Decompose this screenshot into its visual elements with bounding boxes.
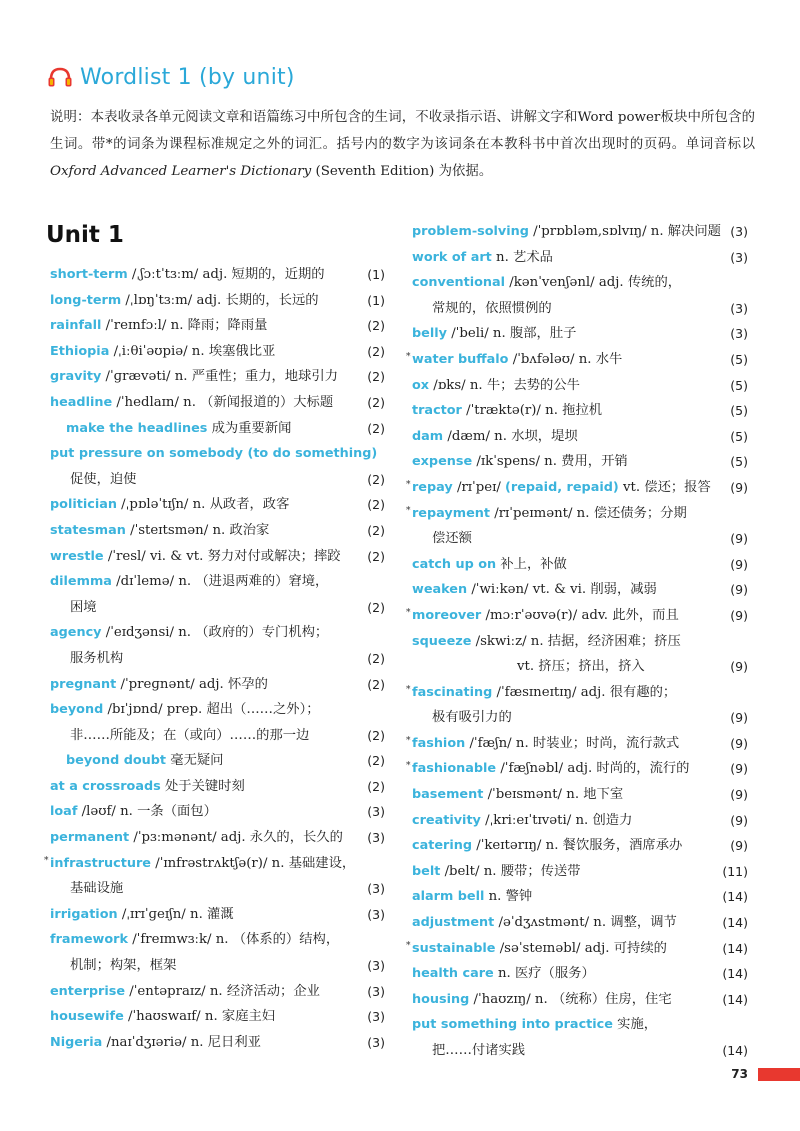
entry-definition: 促使，迫使 — [70, 471, 137, 487]
entry-definition: /səˈsteɪnəbl/ adj. 可持续的 — [495, 940, 667, 956]
entry-term: repayment — [412, 505, 490, 521]
entry-definition: /ˈresl/ vi. & vt. 努力对付或解决；摔跤 — [103, 548, 341, 564]
entry-term: sustainable — [412, 940, 496, 956]
entry-term: housewife — [50, 1009, 124, 1025]
wordlist-column-right — [406, 219, 748, 1064]
entry-definition: 非……所能及；在（或向）……的那一边 — [70, 727, 310, 743]
asterisk-marker: * — [406, 684, 411, 695]
entry-definition: /ˈhaʊzɪŋ/ n. （统称）住房，住宅 — [469, 991, 672, 1007]
entry-page-ref: (2) — [367, 676, 385, 692]
entry-term: belly — [412, 326, 447, 342]
entry-definition: /ˈfæʃnəbl/ adj. 时尚的，流行的 — [496, 761, 690, 777]
entry-page-ref: (5) — [730, 351, 748, 367]
entry-term: work of art — [412, 249, 492, 265]
entry-definition: vt. 挤压；挤出，挤入 — [517, 659, 645, 675]
entry-term: pregnant — [50, 676, 117, 692]
wordlist-entry — [406, 756, 748, 782]
wordlist-entry — [50, 902, 385, 928]
entry-definition: /ˌkriːeɪˈtɪvəti/ n. 创造力 — [480, 812, 633, 828]
wordlist-entry — [50, 953, 385, 979]
entry-page-ref: (2) — [367, 778, 385, 794]
entry-definition: /ˈpreɡnənt/ adj. 怀孕的 — [116, 676, 268, 692]
entry-term: fascinating — [412, 684, 493, 700]
entry-page-ref: (14) — [722, 1043, 748, 1058]
entry-page-ref: (9) — [730, 787, 748, 803]
wordlist-entry — [406, 603, 748, 629]
entry-page-ref: (2) — [367, 753, 385, 769]
wordlist-entry — [412, 398, 748, 424]
entry-term: beyond — [50, 702, 104, 718]
entry-definition: /kənˈvenʃənl/ adj. 传统的， — [505, 275, 682, 291]
wordlist-entry — [50, 364, 385, 390]
wordlist-entry — [50, 544, 385, 570]
entry-term: fashionable — [412, 761, 497, 777]
entry-term: moreover — [412, 607, 482, 623]
entry-definition: /ˌpɒləˈtɪʃn/ n. 从政者，政客 — [116, 497, 290, 513]
entry-definition: 困境 — [70, 599, 97, 615]
entry-definition: 成为重要新闻 — [207, 420, 292, 436]
entry-page-ref: (5) — [730, 454, 748, 470]
wordlist-entry — [412, 296, 748, 322]
entry-page-ref: (2) — [367, 318, 385, 334]
wordlist-entry — [406, 475, 748, 501]
entry-term: dilemma — [50, 574, 112, 590]
wordlist-entry — [50, 416, 385, 442]
entry-page-ref: (3) — [367, 958, 385, 974]
asterisk-marker: * — [44, 855, 49, 866]
entry-definition: /naɪˈdʒɪəriə/ n. 尼日利亚 — [102, 1034, 261, 1050]
wordlist-column-left — [44, 262, 385, 1055]
entry-definition: /ˈfreɪmwɜːk/ n. （体系的）结构， — [127, 932, 340, 948]
entry-page-ref: (9) — [730, 556, 748, 572]
wordlist-entry — [406, 680, 748, 706]
entry-page-ref: (14) — [722, 915, 748, 931]
entry-term: permanent — [50, 830, 130, 846]
wordlist-entry — [412, 910, 748, 936]
entry-definition: /ˈbeɪsmənt/ n. 地下室 — [483, 787, 624, 803]
wordlist-entry — [50, 1030, 385, 1056]
entry-page-ref: (3) — [730, 326, 748, 342]
page-header — [46, 60, 295, 94]
wordlist-entry — [412, 833, 748, 859]
asterisk-marker: * — [406, 761, 411, 772]
entry-page-ref: (9) — [730, 479, 748, 495]
entry-term: alarm bell — [412, 889, 485, 905]
wordlist-entry — [412, 245, 748, 271]
entry-page-ref: (9) — [730, 812, 748, 828]
entry-definition: /ˈɪnfrəstrʌktʃə(r)/ n. 基础建设， — [150, 855, 356, 871]
entry-page-ref: (9) — [730, 761, 748, 777]
wordlist-entry — [412, 552, 748, 578]
entry-page-ref: (14) — [722, 889, 748, 905]
entry-definition: /ˈfæʃn/ n. 时装业；时尚，流行款式 — [465, 735, 680, 751]
entry-page-ref: (2) — [367, 343, 385, 359]
page-tab-marker — [758, 1068, 800, 1081]
entry-page-ref: (9) — [730, 710, 748, 726]
wordlist-entry — [50, 799, 385, 825]
wordlist-entry — [412, 1038, 748, 1064]
wordlist-entry — [412, 782, 748, 808]
wordlist-entry — [50, 313, 385, 339]
wordlist-entry — [406, 731, 748, 757]
entry-page-ref: (2) — [367, 599, 385, 615]
entry-definition: /ˈfæsɪneɪtɪŋ/ adj. 很有趣的； — [492, 684, 677, 700]
entry-page-ref: (2) — [367, 650, 385, 666]
entry-term: catch up on — [412, 556, 497, 572]
entry-definition: /ˈhedlaɪn/ n. （新闻报道的）大标题 — [112, 394, 334, 410]
entry-definition: vt. 偿还；报答 — [618, 479, 711, 495]
wordlist-entry — [50, 467, 385, 493]
asterisk-marker: * — [406, 735, 411, 746]
entry-page-ref: (5) — [730, 403, 748, 419]
entry-definition: /ˌɪrɪˈɡeɪʃn/ n. 灌溉 — [117, 906, 234, 922]
wordlist-entry — [412, 629, 748, 655]
entry-definition: 服务机构 — [70, 650, 124, 666]
wordlist-entry — [50, 723, 385, 749]
entry-definition: /ˈkeɪtərɪŋ/ n. 餐饮服务，酒席承办 — [472, 838, 683, 854]
wordlist-entry — [50, 441, 385, 467]
entry-term: statesman — [50, 522, 126, 538]
entry-term: water buffalo — [412, 351, 509, 367]
entry-term: problem-solving — [412, 224, 529, 239]
wordlist-entry — [50, 390, 385, 416]
entry-inflection: (repaid, repaid) — [505, 479, 619, 495]
wordlist-entry — [412, 654, 748, 680]
wordlist-entry — [50, 518, 385, 544]
entry-term: basement — [412, 787, 484, 803]
entry-term: rainfall — [50, 318, 102, 334]
wordlist-entry — [50, 672, 385, 698]
entry-definition: /rɪˈpeɪmənt/ n. 偿还债务；分期 — [489, 505, 687, 521]
unit-heading: Unit 1 — [46, 222, 124, 248]
entry-definition: /ˈeɪdʒənsi/ n. （政府的）专门机构； — [101, 625, 329, 641]
entry-page-ref: (14) — [722, 991, 748, 1007]
entry-page-ref: (1) — [367, 267, 385, 282]
entry-definition: 处于关键时刻 — [160, 778, 245, 794]
wordlist-entry — [412, 1012, 748, 1038]
wordlist-entry — [50, 595, 385, 621]
entry-definition: /ˈbʌfələʊ/ n. 水牛 — [508, 351, 623, 367]
entry-term: framework — [50, 932, 128, 948]
entry-definition: /ˈsteɪtsmən/ n. 政治家 — [125, 522, 270, 538]
entry-definition: /bɪˈjɒnd/ prep. 超出（……之外）； — [103, 702, 320, 718]
entry-definition: /ˈpɜːmənənt/ adj. 永久的，长久的 — [129, 830, 343, 846]
entry-page-ref: (3) — [367, 1009, 385, 1025]
wordlist-entry — [412, 270, 748, 296]
entry-definition: /mɔːrˈəʊvə(r)/ adv. 此外，而且 — [481, 607, 679, 623]
entry-page-ref: (5) — [730, 377, 748, 393]
wordlist-entry — [412, 577, 748, 603]
entry-page-ref: (14) — [722, 940, 748, 956]
entry-definition: /ˈbeli/ n. 腹部，肚子 — [446, 326, 577, 342]
wordlist-entry — [412, 526, 748, 552]
entry-term: belt — [412, 863, 441, 879]
entry-page-ref: (1) — [367, 292, 385, 308]
entry-definition: /belt/ n. 腰带；传送带 — [440, 863, 581, 879]
entry-page-ref: (3) — [730, 249, 748, 265]
entry-definition: /ˌlɒŋˈtɜːm/ adj. 长期的，长远的 — [121, 292, 319, 308]
wordlist-entry — [50, 774, 385, 800]
entry-page-ref: (2) — [367, 727, 385, 743]
wordlist-entry — [50, 492, 385, 518]
entry-definition: n. 医疗（服务） — [493, 966, 595, 982]
entry-definition: /ˈprɒbləm,sɒlvɪŋ/ n. 解决问题 — [528, 224, 721, 239]
wordlist-entry — [412, 987, 748, 1013]
entry-term: health care — [412, 966, 494, 982]
entry-term: make the headlines — [66, 420, 208, 436]
wordlist-entry — [412, 884, 748, 910]
entry-definition: /skwiːz/ n. 拮据，经济困难；挤压 — [471, 633, 681, 649]
entry-term: long-term — [50, 292, 122, 308]
entry-page-ref: (3) — [367, 1034, 385, 1050]
entry-term: creativity — [412, 812, 481, 828]
dictionary-title: Oxford Advanced Learner's Dictionary — [50, 164, 312, 179]
page-title: Wordlist 1 (by unit) — [80, 64, 295, 90]
wordlist-entry — [412, 321, 748, 347]
wordlist-entry — [50, 288, 385, 314]
entry-page-ref: (3) — [367, 906, 385, 922]
entry-page-ref: (2) — [367, 497, 385, 513]
entry-definition: 把……付诸实践 — [432, 1043, 526, 1058]
entry-definition: /əˈdʒʌstmənt/ n. 调整，调节 — [494, 915, 677, 931]
entry-definition: /ˈreɪnfɔːl/ n. 降雨；降雨量 — [101, 318, 268, 334]
wordlist-entry — [412, 219, 748, 245]
entry-page-ref: (9) — [730, 582, 748, 598]
entry-term: ox — [412, 377, 430, 393]
entry-page-ref: (5) — [730, 428, 748, 444]
wordlist-entry — [50, 927, 385, 953]
entry-term: infrastructure — [50, 855, 151, 871]
entry-page-ref: (3) — [367, 804, 385, 820]
entry-term: loaf — [50, 804, 78, 820]
page-number: 73 — [731, 1067, 748, 1081]
entry-definition: /ˈentəpraɪz/ n. 经济活动；企业 — [125, 983, 320, 999]
entry-definition: 机制；构架，框架 — [70, 958, 177, 974]
entry-definition: 极有吸引力的 — [432, 710, 512, 726]
entry-page-ref: (14) — [722, 966, 748, 982]
entry-term: politician — [50, 497, 117, 513]
entry-definition: /ˈhaʊswaɪf/ n. 家庭主妇 — [123, 1009, 276, 1025]
entry-page-ref: (11) — [722, 863, 748, 879]
entry-page-ref: (9) — [730, 531, 748, 547]
wordlist-entry — [50, 979, 385, 1005]
entry-page-ref: (9) — [730, 838, 748, 854]
entry-page-ref: (2) — [367, 420, 385, 436]
entry-term: agency — [50, 625, 102, 641]
wordlist-entry — [406, 936, 748, 962]
entry-definition: 常规的，依照惯例的 — [432, 300, 552, 316]
entry-page-ref: (9) — [730, 659, 748, 675]
entry-definition: /ˌʃɔːtˈtɜːm/ adj. 短期的，近期的 — [127, 267, 325, 282]
entry-page-ref: (3) — [367, 881, 385, 897]
entry-term: headline — [50, 394, 113, 410]
entry-term: conventional — [412, 275, 506, 291]
entry-term: fashion — [412, 735, 466, 751]
entry-definition: /dɪˈlemə/ n. （进退两难的）窘境， — [111, 574, 329, 590]
asterisk-marker: * — [406, 351, 411, 362]
wordlist-entry — [44, 851, 385, 877]
entry-term: Ethiopia — [50, 343, 110, 359]
entry-term: catering — [412, 838, 472, 854]
entry-definition: /ləʊf/ n. 一条（面包） — [77, 804, 217, 820]
entry-definition: /dæm/ n. 水坝，堤坝 — [443, 428, 578, 444]
wordlist-entry — [412, 859, 748, 885]
entry-page-ref: (3) — [730, 300, 748, 316]
wordlist-entry — [50, 1004, 385, 1030]
wordlist-entry — [50, 620, 385, 646]
wordlist-entry — [412, 705, 748, 731]
wordlist-entry — [50, 825, 385, 851]
entry-term: dam — [412, 428, 444, 444]
entry-term: tractor — [412, 403, 462, 419]
asterisk-marker: * — [406, 940, 411, 951]
entry-definition: 基础设施 — [70, 881, 124, 897]
headphones-icon — [46, 65, 74, 89]
wordlist-entry — [412, 961, 748, 987]
wordlist-entry — [406, 501, 748, 527]
entry-term: repay — [412, 479, 453, 495]
entry-term: put something into practice — [412, 1017, 613, 1033]
entry-term: put pressure on somebody (to do something) — [50, 446, 378, 462]
entry-definition: /ˈtræktə(r)/ n. 拖拉机 — [461, 403, 603, 419]
entry-term: irrigation — [50, 906, 118, 922]
entry-page-ref: (9) — [730, 607, 748, 623]
entry-definition: 偿还额 — [432, 531, 472, 547]
entry-page-ref: (3) — [367, 983, 385, 999]
entry-definition: 毫无疑问 — [166, 753, 224, 769]
entry-term: gravity — [50, 369, 102, 385]
wordlist-entry — [412, 808, 748, 834]
entry-page-ref: (3) — [367, 830, 385, 846]
entry-page-ref: (9) — [730, 735, 748, 751]
wordlist-entry — [50, 339, 385, 365]
wordlist-entry — [50, 876, 385, 902]
entry-page-ref: (2) — [367, 522, 385, 538]
wordlist-entry — [50, 697, 385, 723]
entry-term: wrestle — [50, 548, 104, 564]
wordlist-entry — [50, 262, 385, 288]
entry-definition: n. 警钟 — [484, 889, 533, 905]
intro-note — [50, 104, 755, 185]
entry-definition: /ɒks/ n. 牛；去势的公牛 — [429, 377, 580, 393]
asterisk-marker: * — [406, 607, 411, 618]
wordlist-entry — [406, 347, 748, 373]
entry-term: short-term — [50, 267, 128, 282]
entry-term: adjustment — [412, 915, 495, 931]
note-text-1: 说明：本表收录各单元阅读文章和语篇练习中所包含的生词，不收录指示语、讲解文字和Word power板块中所包含的生词。带*的词条为课程标准规定之外的词汇。括号内的数字为该词条在本教科书中首次出现时的页码。单词音标以 — [50, 110, 755, 152]
note-text-2: (Seventh Edition) 为依据。 — [311, 164, 493, 179]
entry-definition: /ɪkˈspens/ n. 费用，开销 — [472, 454, 628, 470]
wordlist-entry — [50, 646, 385, 672]
wordlist-entry — [50, 748, 385, 774]
entry-definition: /ˈɡrævəti/ n. 严重性；重力，地球引力 — [101, 369, 338, 385]
entry-term: housing — [412, 991, 470, 1007]
entry-term: weaken — [412, 582, 468, 598]
wordlist-entry — [412, 449, 748, 475]
entry-term: squeeze — [412, 633, 472, 649]
entry-page-ref: (3) — [730, 224, 748, 239]
entry-term: expense — [412, 454, 473, 470]
entry-definition: 补上，补做 — [496, 556, 567, 572]
entry-page-ref: (2) — [367, 369, 385, 385]
entry-definition: /rɪˈpeɪ/ — [452, 479, 506, 495]
entry-term: at a crossroads — [50, 778, 161, 794]
entry-term: Nigeria — [50, 1034, 103, 1050]
entry-definition: n. 艺术品 — [491, 249, 553, 265]
asterisk-marker: * — [406, 479, 411, 490]
wordlist-entry — [50, 569, 385, 595]
entry-term: enterprise — [50, 983, 126, 999]
wordlist-entry — [412, 373, 748, 399]
asterisk-marker: * — [406, 505, 411, 516]
entry-page-ref: (2) — [367, 548, 385, 564]
entry-definition: 实施， — [612, 1017, 658, 1033]
entry-term: beyond doubt — [66, 753, 167, 769]
entry-definition: /ˈwiːkən/ vt. & vi. 削弱，减弱 — [467, 582, 657, 598]
entry-page-ref: (2) — [367, 471, 385, 487]
entry-definition: /ˌiːθiˈəʊpiə/ n. 埃塞俄比亚 — [109, 343, 276, 359]
entry-page-ref: (2) — [367, 394, 385, 410]
wordlist-entry — [412, 424, 748, 450]
